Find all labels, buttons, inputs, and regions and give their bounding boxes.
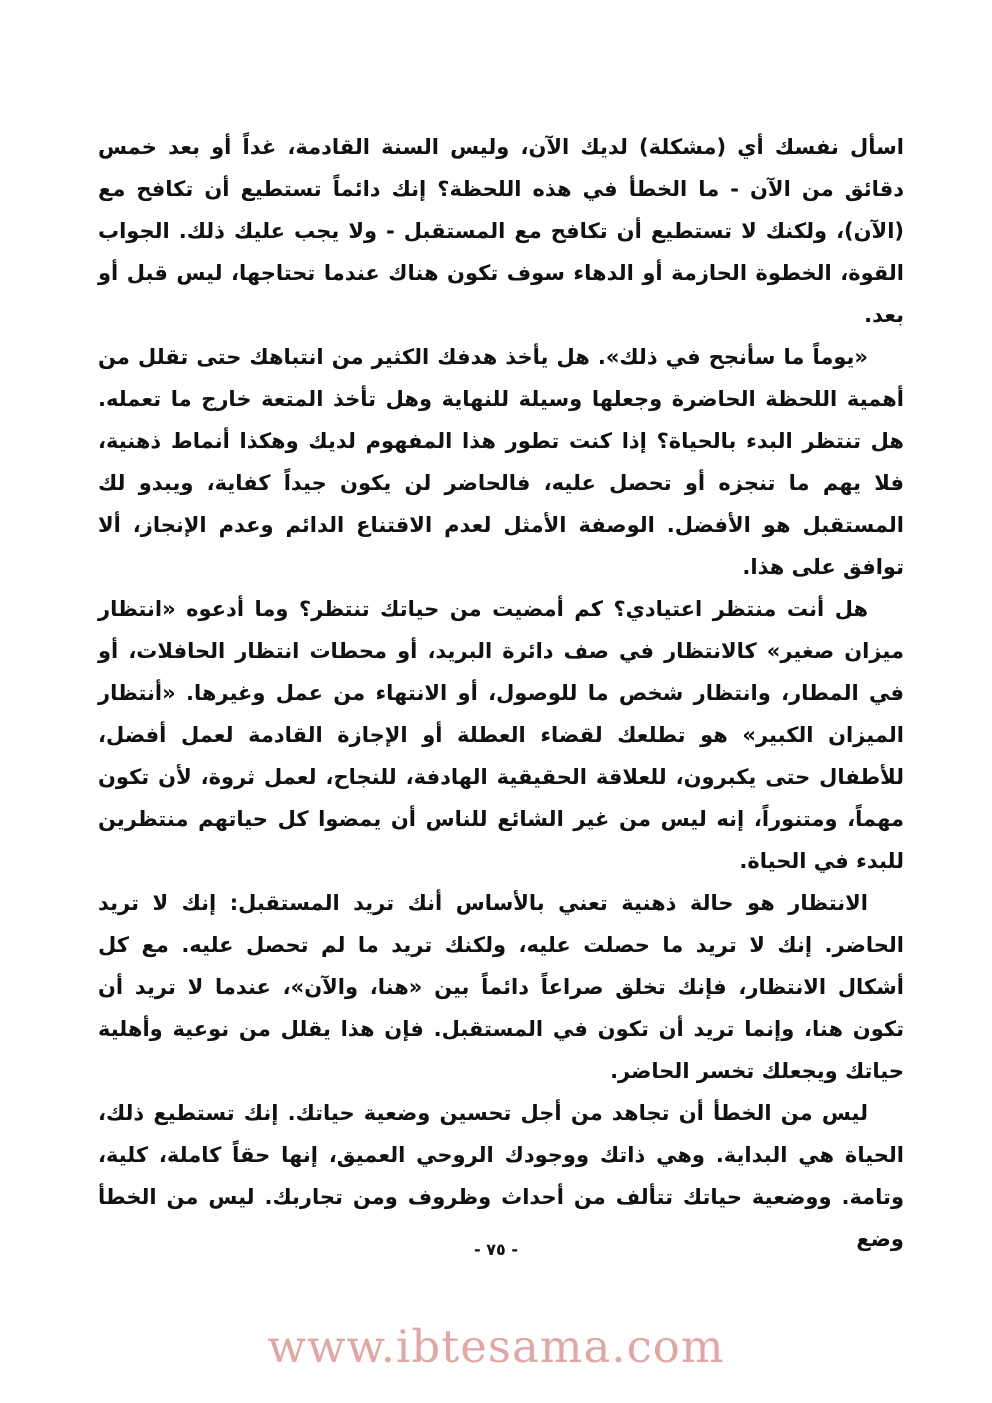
paragraph: الانتظار هو حالة ذهنية تعني بالأساس أنك تريد المستقبل: إنك لا تريد الحاضر. إنك لا تريد ما حصلت عليه، ولكنك تريد ما لم تحصل عليه. مع كل أشكال الانتظار، فإنك تخلق صراعاً دائماً بين «هنا، والآن»، عندما لا تريد أن تكون هنا، وإنما تريد أن تكون في المستقبل. فإن هذا يقلل من نوعية وأهلية حياتك ويجعلك تخسر الحاضر.	[98, 891, 904, 1083]
watermark-url: www.ibtesama.com	[267, 1320, 725, 1373]
paragraph: اسأل نفسك أي (مشكلة) لديك الآن، وليس السنة القادمة، غداً أو بعد خمس دقائق من الآن - ما الخطأ في هذه اللحظة؟ إنك دائماً تستطيع أن تكافح مع (الآن)، ولكنك لا تستطيع أن تكافح مع المستقبل - ولا يجب عليك ذلك. الجواب القوة، الخطوة الحازمة أو الدهاء سوف تكون هناك عندما تحتاجها، ليس قبل أو بعد.	[98, 135, 904, 327]
page-number: - ٧٥ -	[474, 1240, 518, 1259]
paragraph: هل أنت منتظر اعتيادي؟ كم أمضيت من حياتك تنتظر؟ وما أدعوه «انتظار ميزان صغير» كالانتظار في صف دائرة البريد، أو محطات انتظار الحافلات، أو في المطار، وانتظار شخص ما للوصول، أو الانتهاء من عمل وغيرها. «أنتظار الميزان الكبير» هو تطلعك لقضاء العطلة أو الإجازة القادمة لعمل أفضل، للأطفال حتى يكبرون، للعلاقة الحقيقية الهادفة، للنجاح، لعمل ثروة، لأن تكون مهماً، ومتنوراً، إنه ليس من غير الشائع للناس أن يمضوا كل حياتهم منتظرين للبدء في الحياة.	[98, 597, 904, 873]
body-text	[98, 126, 904, 1260]
paragraph: ليس من الخطأ أن تجاهد من أجل تحسين وضعية حياتك. إنك تستطيع ذلك، الحياة هي البداية. وهي ذاتك ووجودك الروحي العميق، إنها حقاً كاملة، كلية، وتامة. ووضعية حياتك تتألف من أحداث وظروف ومن تجاربك. ليس من الخطأ وضع	[98, 1101, 904, 1251]
paragraph: «يوماً ما سأنجح في ذلك». هل يأخذ هدفك الكثير من انتباهك حتى تقلل من أهمية اللحظة الحاضرة وجعلها وسيلة للنهاية وهل تأخذ المتعة خارج ما تعمله. هل تنتظر البدء بالحياة؟ إذا كنت تطور هذا المفهوم لديك وهكذا أنماط ذهنية، فلا يهم ما تنجزه أو تحصل عليه، فالحاضر لن يكون جيداً كفاية، ويبدو لك المستقبل هو الأفضل. الوصفة الأمثل لعدم الاقتناع الدائم وعدم الإنجاز، ألا توافق على هذا.	[98, 345, 904, 579]
